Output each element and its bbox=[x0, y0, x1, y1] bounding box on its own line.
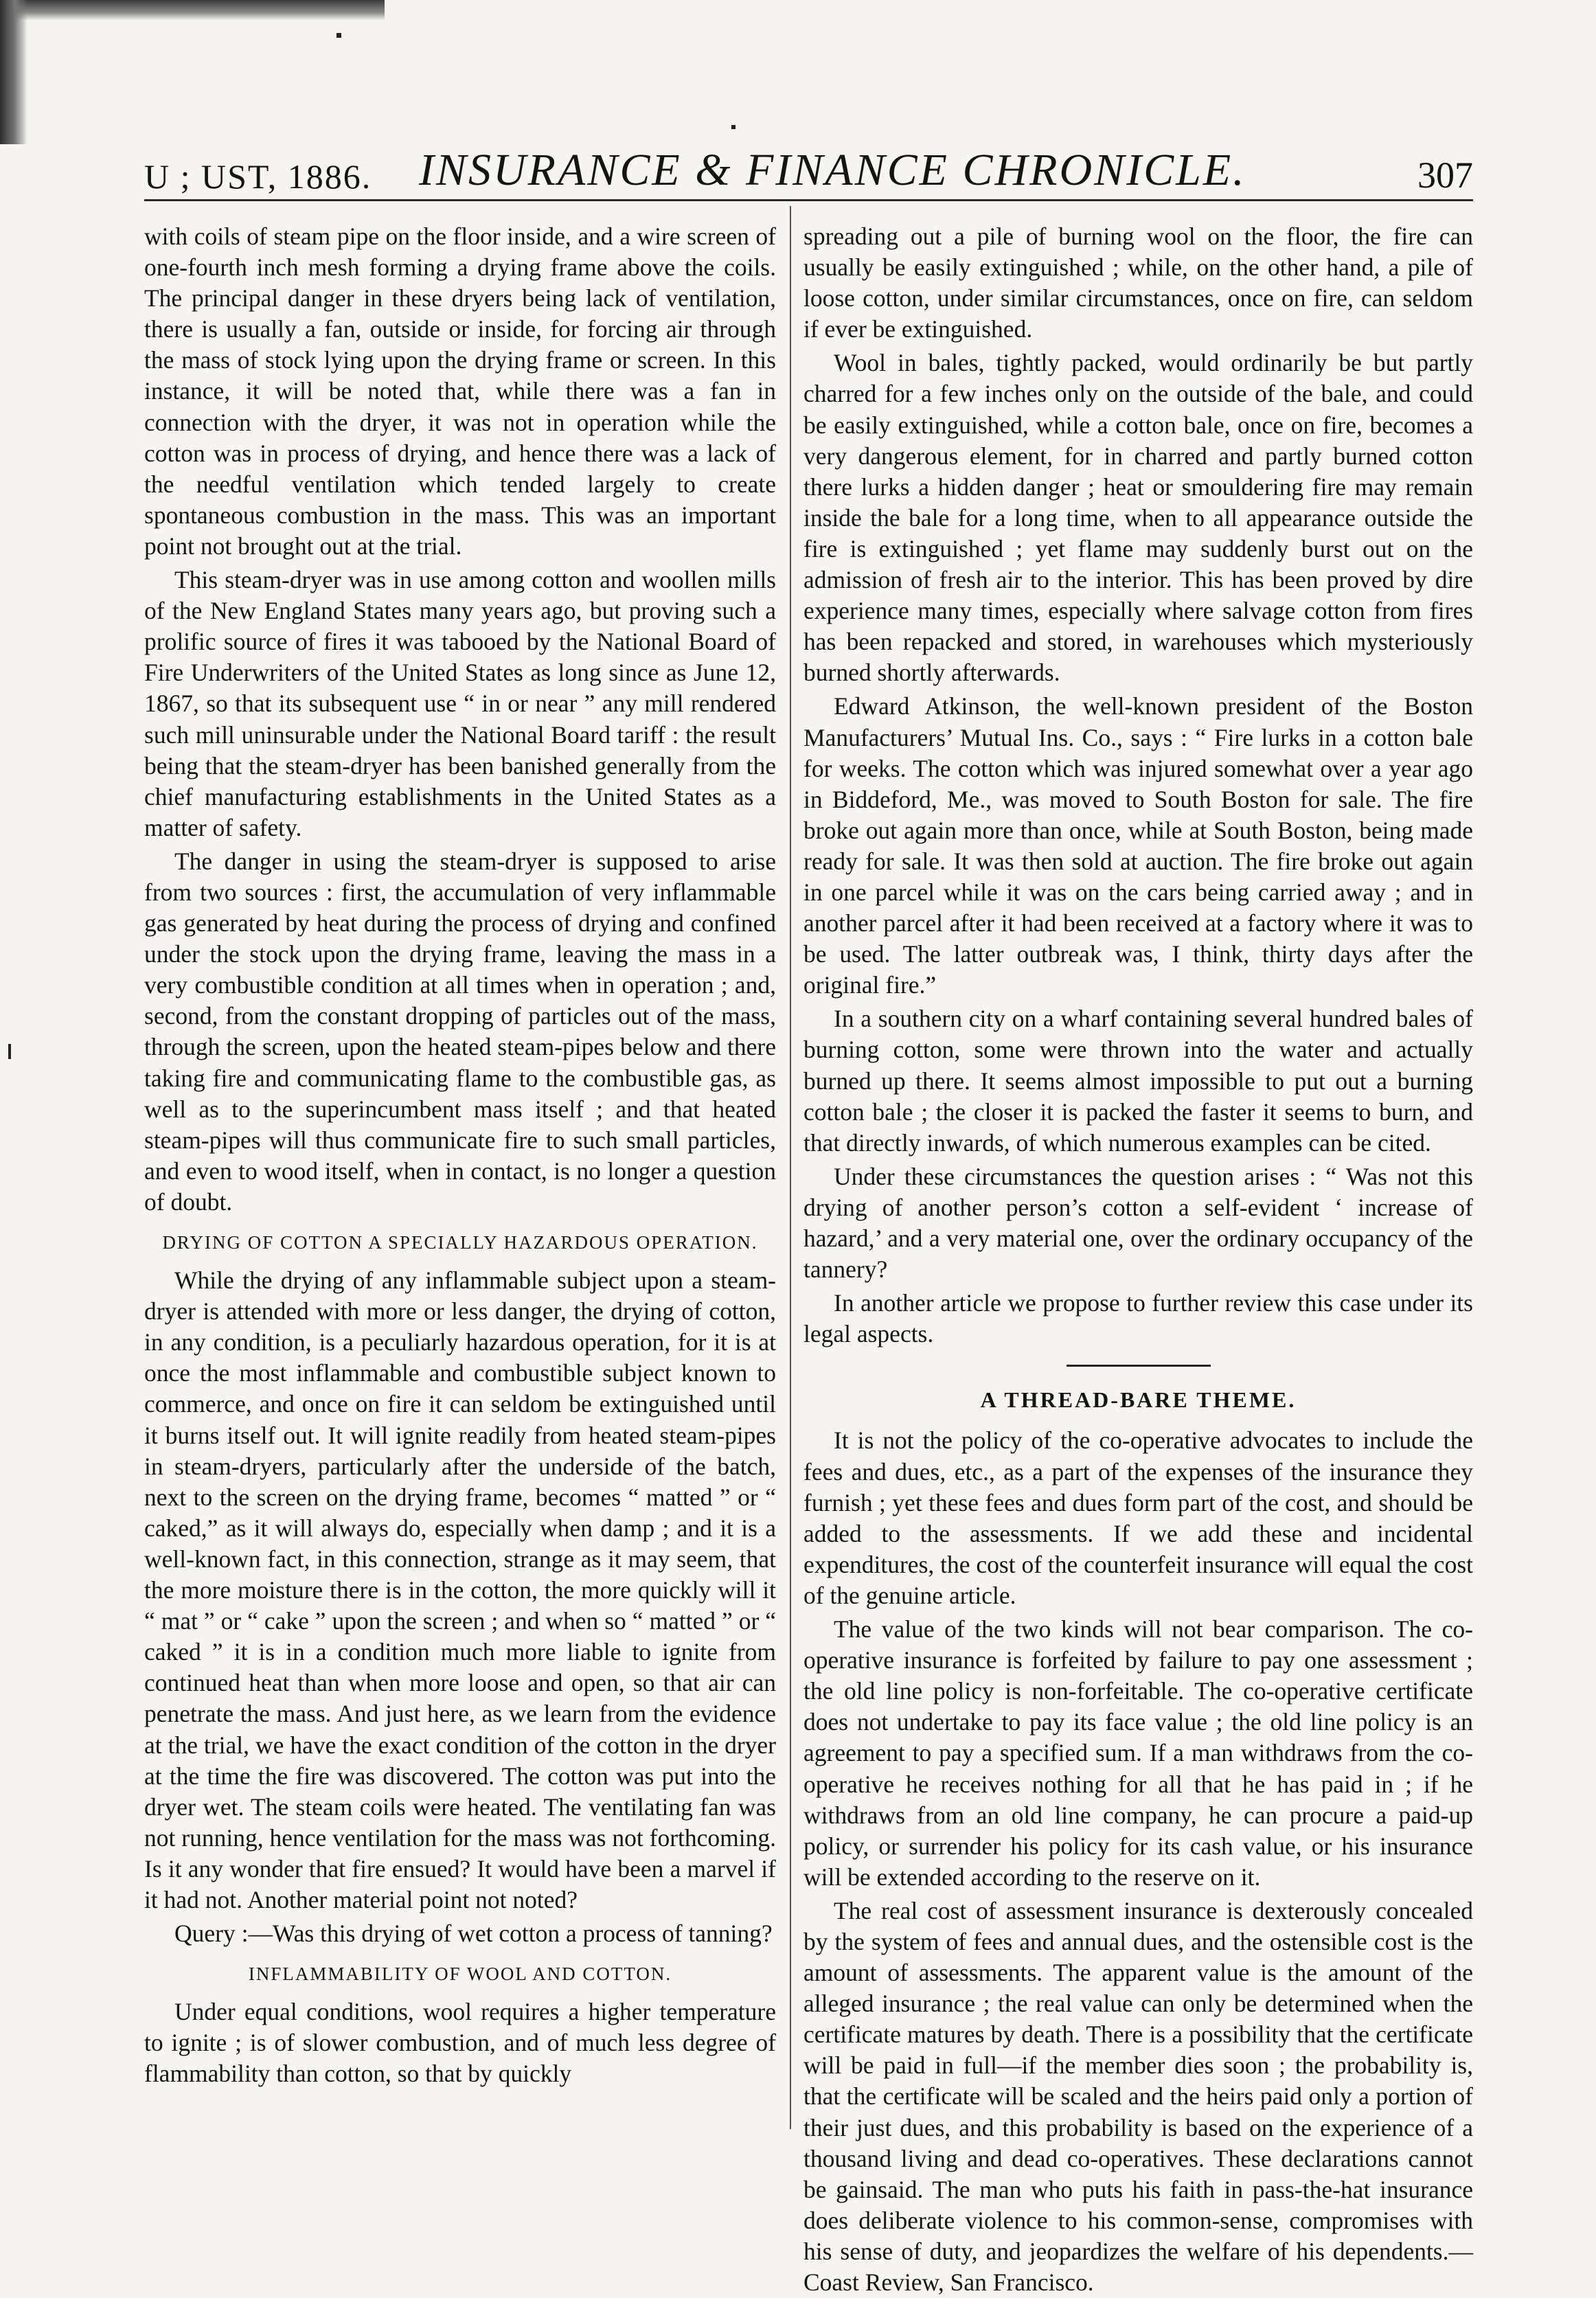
scan-speck bbox=[731, 125, 736, 129]
scan-edge-top bbox=[0, 0, 385, 21]
scan-edge-left bbox=[0, 0, 27, 144]
paragraph: with coils of steam pipe on the floor inside, and a wire screen of one-fourth inch mesh forming a drying frame above the coils. The principal danger in these dryers being lack of ventilation, there is usually a fan, outside or inside, for forcing air through the mass of stock lying upon the drying frame or screen. In this instance, it will be noted that, while there was a fan in connection with the dryer, it was not in operation while the cotton was in process of drying, and hence there was a lack of the needful ventilation which tended largely to create spontaneous combustion in the mass. This was an important point not brought out at the trial. bbox=[144, 223, 776, 560]
subheading: DRYING OF COTTON A SPECIALLY HAZARDOUS OPERATION. bbox=[162, 1232, 758, 1253]
header-rule bbox=[144, 199, 1473, 201]
column-divider bbox=[790, 206, 791, 2129]
section-title: A THREAD-BARE THEME. bbox=[980, 1387, 1297, 1413]
scan-speck bbox=[8, 1044, 11, 1059]
paragraph: Under equal conditions, wool requires a higher temperature to ignite ; is of slower combustion, and of much less degree of flammability than cotton, so that by quickly bbox=[144, 1998, 776, 2088]
paragraph: While the drying of any inflammable subject upon a steam-dryer is attended with more or less danger, the drying of cotton, in any condition, is a peculiarly hazardous operation, for it is at once the most inflammable and combustible subject known to commerce, and once on fire it can seldom be extinguished until it burns itself out. It will ignite readily from heated steam-pipes in steam-dryers, particularly after the underside of the batch, next to the screen on the drying frame, becomes “ matted ” or “ caked,” as it will always do, especially when damp ; and it is a well-known fact, in this connection, strange as it may seem, that the more moisture there is in the cotton, the more quickly will it “ mat ” or “ cake ” upon the screen ; and when so “ matted ” or “ caked ” it is in a condition much more liable to ignite from continued heat than when more loose and open, so that air can penetrate the mass. And just here, as we learn from the evidence at the trial, we have the exact condition of the cotton in the dryer at the time the fire was discovered. The cotton was put into the dryer wet. The steam coils were heated. The ventilating fan was not running, hence ventilation for the mass was not forthcoming. Is it any wonder that fire ensued? It would have been a marvel if it had not. Another material point not noted? bbox=[144, 1266, 776, 1913]
paragraph: It is not the policy of the co-operative advocates to include the fees and dues, etc., as a part of the expenses of the insurance they furnish ; yet these fees and dues form part of the cost, and should be added to the assessments. If we add these and incidental expenditures, the cost of the counterfeit insurance will equal the cost of the genuine article. bbox=[803, 1426, 1473, 1609]
section-separator bbox=[1067, 1365, 1211, 1367]
page-number: 307 bbox=[1417, 155, 1473, 196]
right-column bbox=[803, 221, 1473, 2296]
paragraph: In another article we propose to further review this case under its legal aspects. bbox=[803, 1289, 1473, 1348]
paragraph: spreading out a pile of burning wool on the floor, the fire can usually be easily extinguished ; while, on the other hand, a pile of loose cotton, under similar circumstances, once on fire, can seldom if ever be extinguished. bbox=[803, 223, 1473, 343]
subheading: INFLAMMABILITY OF WOOL AND COTTON. bbox=[248, 1964, 672, 1985]
paragraph: This steam-dryer was in use among cotton and woollen mills of the New England States many years ago, but proving such a prolific source of fires it was tabooed by the National Board of Fire Underwriters of the United States as long since as June 12, 1867, so that its subsequent use “ in or near ” any mill rendered such mill uninsurable under the National Board tariff : the result being that the steam-dryer has been banished generally from the chief manufacturing establishments in the United States as a matter of safety. bbox=[144, 566, 776, 841]
page-header bbox=[144, 144, 1473, 199]
publication-title: INSURANCE & FINANCE CHRONICLE. bbox=[419, 145, 1246, 195]
paragraph: Edward Atkinson, the well-known president of the Boston Manufacturers’ Mutual Ins. Co., says : “ Fire lurks in a cotton bale for weeks. The cotton which was injured somewhat over a year ago in Biddeford, Me., was moved to South Boston for sale. The fire broke out again more than once, while at South Boston, being made ready for sale. It was then sold at auction. The fire broke out again in one parcel while it was on the cars being carried away ; and in another parcel after it had been received at a factory where it was to be used. The latter outbreak was, I think, thirty days after the original fire.” bbox=[803, 692, 1473, 999]
paragraph: The value of the two kinds will not bear comparison. The co-operative insurance is forfeited by failure to pay one assessment ; the old line policy is non-forfeitable. The co-operative certificate does not undertake to pay its face value ; the old line policy is an agreement to pay a specified sum. If a man withdraws from the co-operative he receives nothing for all that he has paid in ; if he withdraws from an old line company, he can procure a paid-up policy, or surrender his policy for its cash value, or his insurance will be extended according to the reserve on it. bbox=[803, 1615, 1473, 1891]
paragraph: In a southern city on a wharf containing several hundred bales of burning cotton, some were thrown into the water and actually burned up there. It seems almost impossible to put out a burning cotton bale ; the closer it is packed the faster it seems to burn, and that directly inwards, of which numerous examples can be cited. bbox=[803, 1005, 1473, 1157]
issue-date: U ; UST, 1886. bbox=[144, 157, 372, 196]
left-column bbox=[144, 221, 776, 2148]
paragraph: The real cost of assessment insurance is dexterously concealed by the system of fees and annual dues, and the ostensible cost is the amount of assessments. The apparent value is the amount of the alleged insurance ; the real value can only be determined when the certificate matures by death. There is a possibility that the certificate will be paid in full—if the member dies soon ; the probability is, that the certificate will be scaled and the heirs paid only a portion of their just dues, and this probability is based on the experience of a thousand living and dead co-operatives. These declarations cannot be gainsaid. The man who puts his faith in pass-the-hat insurance does deliberate violence to his common-sense, compromises with his sense of duty, and jeopardizes the welfare of his dependents.—Coast Review, San Francisco. bbox=[803, 1896, 1473, 2296]
paragraph: Under these circumstances the question arises : “ Was not this drying of another person’s cotton a self-evident ‘ increase of hazard,’ and a very material one, over the ordinary occupancy of the tannery? bbox=[803, 1162, 1473, 1284]
paragraph: The danger in using the steam-dryer is supposed to arise from two sources : first, the accumulation of very inflammable gas generated by heat during the process of drying and confined under the stock upon the drying frame, leaving the mass in a very combustible condition at all times when in operation ; and, second, from the constant dropping of particles out of the mass, through the screen, upon the heated steam-pipes below and there taking fire and communicating flame to the combustible gas, as well as to the superincumbent mass itself ; and that heated steam-pipes will thus communicate fire to such small particles, and even to wood itself, when in contact, is no longer a question of doubt. bbox=[144, 847, 776, 1216]
scan-speck bbox=[337, 33, 341, 38]
paragraph: Wool in bales, tightly packed, would ordinarily be but partly charred for a few inches only on the outside of the bale, and could be easily extinguished, while a cotton bale, once on fire, becomes a very dangerous element, for in charred and partly burned cotton there lurks a hidden danger ; heat or smouldering fire may remain inside the bale for a long time, when to all appearance outside the fire is extinguished ; yet flame may suddenly burst out on the admission of fresh air to the interior. This has been proved by dire experience many times, especially where salvage cotton from fires has been repacked and stored, in warehouses which mysteriously burned shortly afterwards. bbox=[803, 349, 1473, 687]
query-paragraph: Query :—Was this drying of wet cotton a process of tanning? bbox=[174, 1920, 773, 1948]
